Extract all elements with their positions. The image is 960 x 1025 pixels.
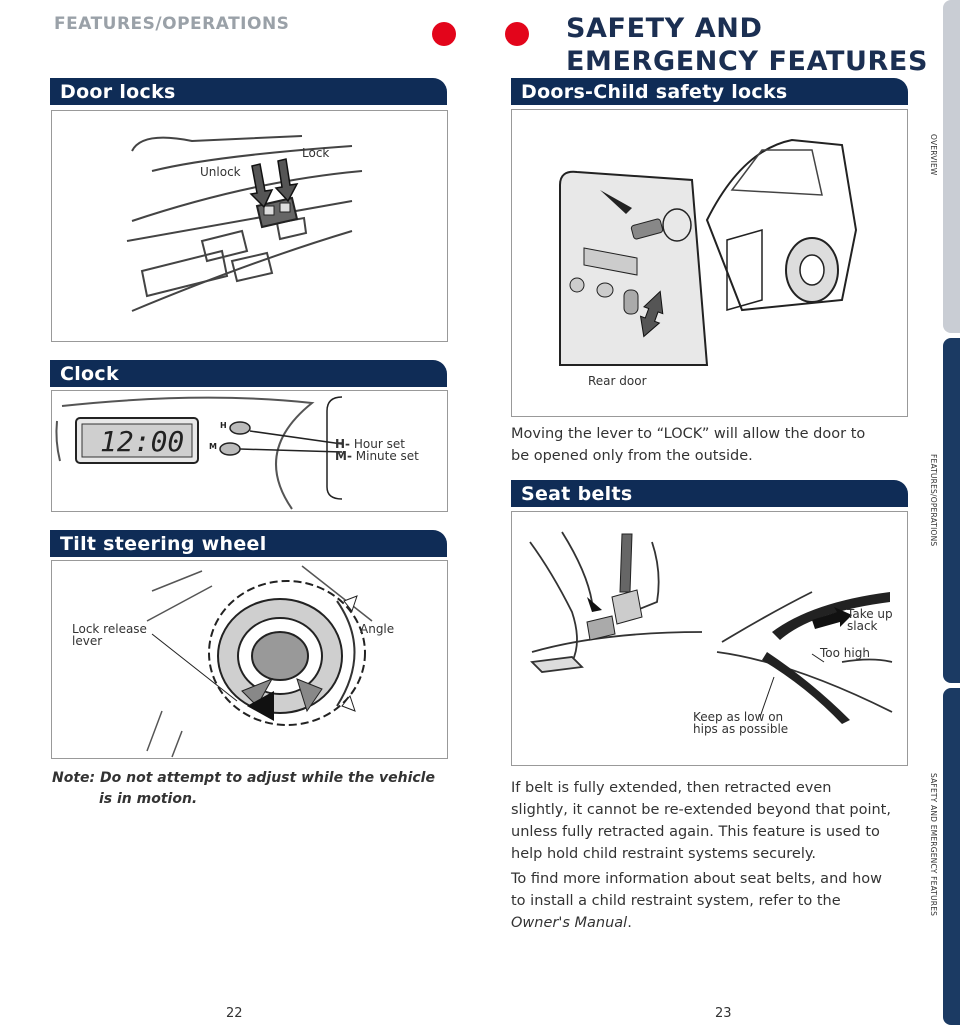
tab-overview[interactable] [943,0,960,333]
page-number-right: 23 [715,1006,732,1021]
door-locks-panel [51,110,448,342]
red-dot-marker [505,22,529,46]
tab-safety-emergency[interactable] [943,688,960,1025]
seat-belts-paragraph-1 [511,777,931,865]
seat-belts-para2-line2: to install a child restraint system, refer to the [511,893,841,909]
take-up-line2: slack [847,619,878,633]
red-dot-marker [432,22,456,46]
child-locks-text-line1: Moving the lever to “LOCK” will allow the door to [511,426,866,442]
clock-legend [335,438,419,462]
steering-wheel-illustration [52,561,447,758]
seat-belts-heading: Seat belts [511,480,908,507]
rear-door-illustration [512,110,907,416]
keep-low-label [693,711,788,735]
hour-key: H- [335,437,351,451]
take-up-slack-label [847,608,893,632]
tilt-steering-panel [51,560,448,759]
page-title [566,12,928,78]
lock-release-lever-label [72,623,147,647]
side-label-features: FEATURES/OPERATIONS [929,454,938,547]
door-lock-switch-illustration [52,111,447,341]
seat-belts-para2-line1: To find more information about seat belts, and how [511,871,882,887]
keep-low-line2: hips as possible [693,722,789,736]
take-up-line1: Take up [847,607,893,621]
tab-features-operations[interactable] [943,338,960,683]
tilt-note [52,768,435,810]
angle-label: Angle [360,622,395,636]
lock-label: Lock [302,146,330,160]
minute-key: M- [335,449,352,463]
minute-button-label: M [209,442,217,451]
lock-release-line2: lever [72,634,103,648]
hour-desc: Hour set [353,437,405,451]
clock-display-readout: 12:00 [100,425,185,458]
seat-belts-para1-line3: unless fully retracted again. This feature is used to [511,824,880,840]
too-high-label: Too high [820,646,870,660]
seat-belts-para1-line2: slightly, it cannot be re-extended beyond that point, [511,802,891,818]
side-label-safety: SAFETY AND EMERGENCY FEATURES [929,773,938,917]
seat-belts-para1-line4: help hold child restraint systems securely. [511,846,816,862]
child-locks-text-line2: be opened only from the outside. [511,448,753,464]
minute-desc: Minute set [355,449,419,463]
tilt-note-line1: Note: Do not attempt to adjust while the vehicle [52,770,435,786]
side-label-overview: OVERVIEW [929,134,938,176]
keep-low-line1: Keep as low on [693,710,784,724]
child-locks-panel [511,109,908,417]
seat-belts-para1-line1: If belt is fully extended, then retracted even [511,780,832,796]
tilt-steering-heading: Tilt steering wheel [50,530,447,557]
clock-heading: Clock [50,360,447,387]
child-locks-heading: Doors-Child safety locks [511,78,908,105]
page-number-left: 22 [226,1006,243,1021]
rear-door-caption: Rear door [588,374,647,388]
seat-belts-panel [511,511,908,766]
section-header-left: FEATURES/OPERATIONS [54,14,290,34]
page-title-line2: EMERGENCY FEATURES [566,46,929,77]
page-title-line1: SAFETY AND [566,13,763,44]
seat-belts-paragraph-2 [511,868,931,934]
lock-release-line1: Lock release [72,622,147,636]
para2-period: . [627,915,632,931]
hour-button-label: H [220,421,227,430]
clock-panel [51,390,448,512]
owners-manual-reference: Owner's Manual [511,915,628,931]
child-locks-text [511,423,921,467]
tilt-note-line2: is in motion. [99,791,198,807]
door-locks-heading: Door locks [50,78,447,105]
unlock-label: Unlock [200,165,241,179]
